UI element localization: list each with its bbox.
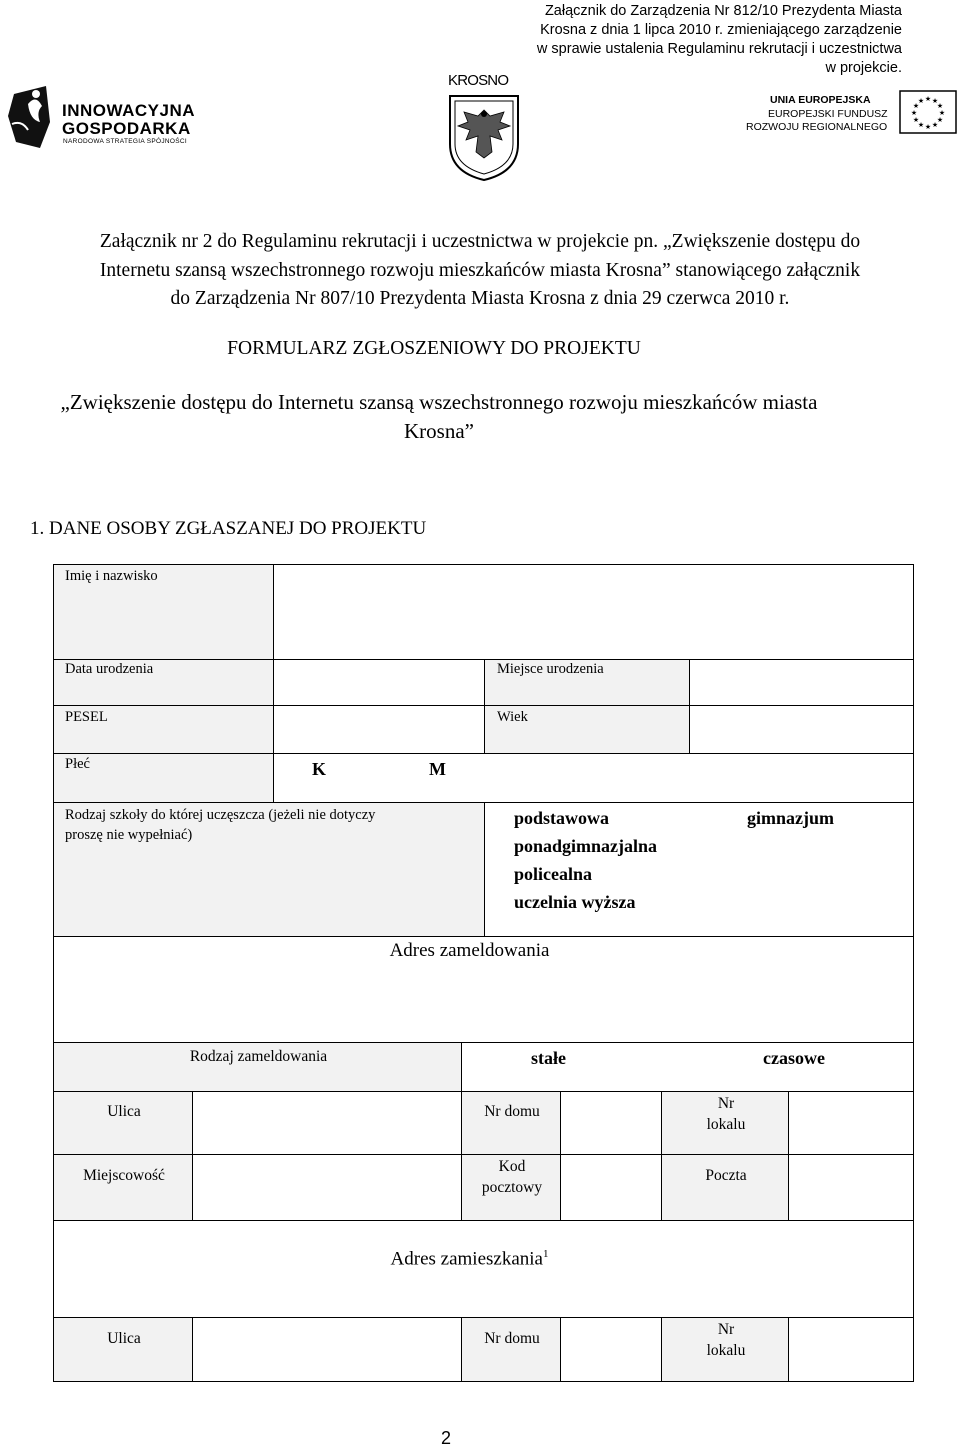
name-label: Imię i nazwisko bbox=[65, 568, 158, 584]
registered-address-section bbox=[53, 936, 914, 1043]
birth-place-field[interactable] bbox=[689, 659, 914, 706]
flat-no-label-line: lokalu bbox=[706, 1342, 746, 1359]
residence-address-title-text: Adres zamieszkania bbox=[390, 1248, 543, 1270]
birth-place-label: Miejsce urodzenia bbox=[497, 661, 604, 677]
post-office-label: Poczta bbox=[705, 1167, 747, 1184]
svg-text:★: ★ bbox=[917, 97, 925, 105]
sex-option-k[interactable]: K bbox=[312, 759, 327, 779]
school-type-label-line: proszę nie wypełniać) bbox=[65, 827, 193, 843]
registration-type-label: Rodzaj zameldowania bbox=[189, 1048, 328, 1065]
project-name-line: „Zwiększenie dostępu do Internetu szansą wszechstronnego rozwoju mieszkańców miasta bbox=[60, 390, 818, 414]
svg-text:★: ★ bbox=[938, 109, 946, 117]
svg-text:★: ★ bbox=[924, 95, 932, 103]
annex-note-line: Załącznik do Zarządzenia Nr 812/10 Prezydenta Miasta bbox=[544, 3, 902, 19]
registration-type-label-cell bbox=[53, 1042, 462, 1092]
postal-code-label-cell bbox=[461, 1154, 561, 1221]
postal-code-label-line: Kod bbox=[498, 1158, 526, 1175]
street-field-2[interactable] bbox=[192, 1317, 462, 1382]
flat-no-label-cell bbox=[661, 1091, 789, 1155]
house-no-label-2: Nr domu bbox=[484, 1330, 540, 1347]
city-label: Miejscowość bbox=[83, 1167, 165, 1184]
logo-text: UNIA EUROPEJSKA bbox=[770, 94, 871, 106]
flat-no-label-line: Nr bbox=[717, 1095, 735, 1112]
postal-code-field[interactable] bbox=[560, 1154, 662, 1221]
age-label: Wiek bbox=[497, 709, 528, 725]
logo-text: GOSPODARKA bbox=[62, 119, 191, 138]
post-office-field[interactable] bbox=[788, 1154, 914, 1221]
school-type-label-cell bbox=[53, 802, 485, 937]
logo-text: EUROPEJSKI FUNDUSZ bbox=[768, 108, 888, 120]
residence-address-section bbox=[53, 1220, 914, 1318]
house-no-field[interactable] bbox=[560, 1091, 662, 1155]
svg-text:★: ★ bbox=[931, 97, 939, 105]
krosno-label: KROSNO bbox=[448, 72, 509, 89]
sex-option-m[interactable]: M bbox=[429, 759, 446, 779]
sex-label: Płeć bbox=[65, 756, 90, 772]
school-type-label-line: Rodzaj szkoły do której uczęszcza (jeżeli nie dotyczy bbox=[65, 807, 376, 823]
flat-no-field[interactable] bbox=[788, 1091, 914, 1155]
sex-field bbox=[273, 753, 914, 803]
flat-no-label-cell-2 bbox=[661, 1317, 789, 1382]
street-field[interactable] bbox=[192, 1091, 462, 1155]
svg-text:★: ★ bbox=[912, 102, 920, 110]
residence-address-title bbox=[54, 1248, 885, 1270]
annex-note-line: Krosna z dnia 1 lipca 2010 r. zmieniającego zarządzenie bbox=[540, 22, 902, 38]
project-name bbox=[0, 388, 878, 446]
school-type-label bbox=[65, 805, 375, 845]
birth-place-label-cell bbox=[484, 659, 690, 706]
birth-date-label-cell bbox=[53, 659, 274, 706]
pesel-label-cell bbox=[53, 705, 274, 754]
street-label: Ulica bbox=[107, 1103, 141, 1120]
intro-line: Internetu szansą wszechstronnego rozwoju mieszkańców miasta Krosna” stanowiącego załącznik bbox=[99, 259, 861, 281]
intro-paragraph bbox=[0, 228, 960, 314]
form-title: FORMULARZ ZGŁOSZENIOWY DO PROJEKTU bbox=[227, 338, 641, 359]
birth-date-label: Data urodzenia bbox=[65, 661, 154, 677]
house-no-label: Nr domu bbox=[484, 1103, 540, 1120]
flat-no-label-2 bbox=[662, 1319, 790, 1361]
flat-no-field-2[interactable] bbox=[788, 1317, 914, 1382]
city-field[interactable] bbox=[192, 1154, 462, 1221]
school-option-gimnazjum[interactable]: gimnazjum bbox=[747, 808, 834, 828]
logo-text: NARODOWA STRATEGIA SPÓJNOŚCI bbox=[63, 138, 187, 145]
annex-note-line: w sprawie ustalenia Regulaminu rekrutacji i uczestnictwa bbox=[536, 41, 902, 57]
postal-code-label bbox=[462, 1156, 562, 1198]
flat-no-label bbox=[662, 1093, 790, 1135]
school-type-options bbox=[484, 802, 914, 937]
logo-text: ROZWOJU REGIONALNEGO bbox=[746, 121, 888, 133]
svg-text:★: ★ bbox=[931, 121, 939, 129]
annex-note-line: w projekcie. bbox=[825, 60, 902, 76]
flat-no-label-line: lokalu bbox=[706, 1116, 746, 1133]
registration-type-options bbox=[461, 1042, 914, 1092]
svg-text:★: ★ bbox=[917, 121, 925, 129]
eu-flag-icon bbox=[899, 90, 957, 134]
city-label-cell bbox=[53, 1154, 193, 1221]
pesel-label: PESEL bbox=[65, 709, 108, 725]
svg-text:★: ★ bbox=[924, 123, 932, 131]
post-office-label-cell bbox=[661, 1154, 789, 1221]
name-label-cell bbox=[53, 564, 274, 660]
postal-code-label-line: pocztowy bbox=[481, 1179, 543, 1196]
street-label-cell-2 bbox=[53, 1317, 193, 1382]
flat-no-label-line: Nr bbox=[717, 1321, 735, 1338]
intro-line: Załącznik nr 2 do Regulaminu rekrutacji i uczestnictwa w projekcie pn. „Zwiększenie dostępu do bbox=[99, 231, 861, 252]
school-option-policealna[interactable]: policealna bbox=[514, 864, 593, 884]
intro-line: do Zarządzenia Nr 807/10 Prezydenta Miasta Krosna z dnia 29 czerwca 2010 r. bbox=[170, 288, 790, 309]
registered-address-title: Adres zameldowania bbox=[389, 940, 550, 961]
pesel-field[interactable] bbox=[273, 705, 485, 754]
age-label-cell bbox=[484, 705, 690, 754]
project-name-line: Krosna” bbox=[404, 419, 474, 443]
svg-text:★: ★ bbox=[936, 116, 944, 124]
birth-date-field[interactable] bbox=[273, 659, 485, 706]
name-field[interactable] bbox=[273, 564, 914, 660]
svg-text:★: ★ bbox=[912, 116, 920, 124]
house-no-label-cell-2 bbox=[461, 1317, 561, 1382]
house-no-label-cell bbox=[461, 1091, 561, 1155]
registration-option-temporary[interactable]: czasowe bbox=[763, 1048, 825, 1068]
registration-option-permanent[interactable]: stałe bbox=[531, 1048, 566, 1068]
school-option-uczelnia[interactable]: uczelnia wyższa bbox=[514, 892, 636, 912]
section-title: 1. DANE OSOBY ZGŁASZANEJ DO PROJEKTU bbox=[30, 518, 427, 539]
street-label-2: Ulica bbox=[107, 1330, 141, 1347]
age-field[interactable] bbox=[689, 705, 914, 754]
street-label-cell bbox=[53, 1091, 193, 1155]
school-option-ponadgimnazjalna[interactable]: ponadgimnazjalna bbox=[514, 836, 658, 856]
logo-text: INNOWACYJNA bbox=[62, 101, 196, 120]
annex-note bbox=[470, 2, 902, 78]
sex-label-cell bbox=[53, 753, 274, 803]
house-no-field-2[interactable] bbox=[560, 1317, 662, 1382]
svg-text:★: ★ bbox=[910, 109, 918, 117]
krosno-coat-of-arms-icon bbox=[446, 92, 522, 182]
school-option-podstawowa[interactable]: podstawowa bbox=[514, 808, 610, 828]
svg-text:★: ★ bbox=[936, 102, 944, 110]
footnote-mark: 1 bbox=[542, 1248, 549, 1260]
page-number: 2 bbox=[441, 1428, 452, 1448]
